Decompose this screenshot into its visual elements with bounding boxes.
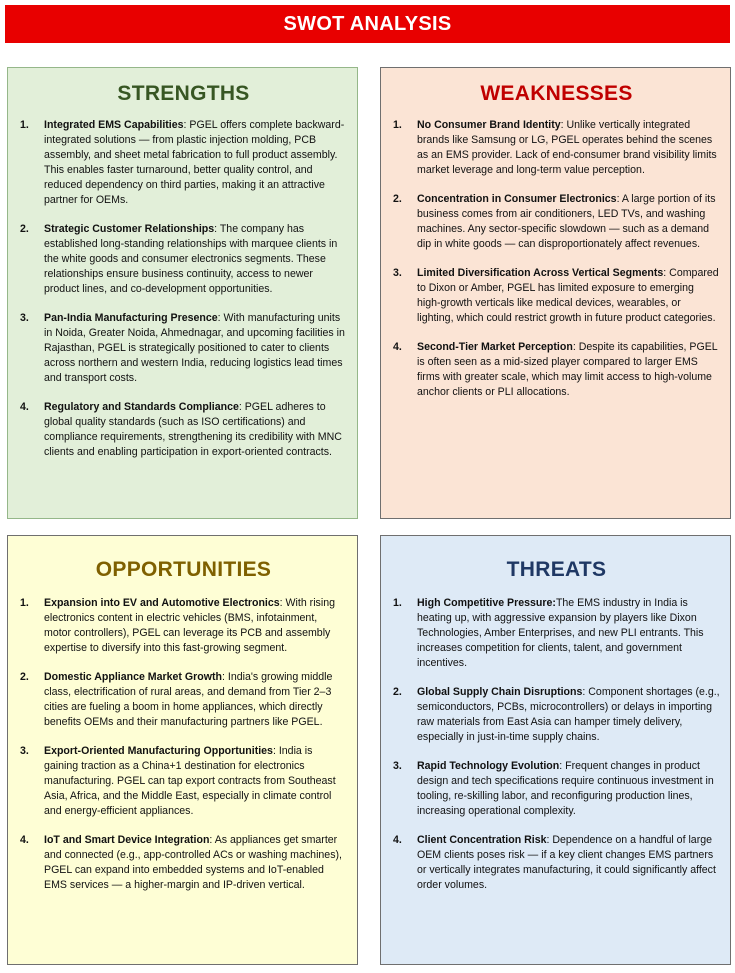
item-title: Rapid Technology Evolution xyxy=(417,760,560,772)
item-number: 4. xyxy=(20,834,29,846)
threat-item-1 xyxy=(393,596,720,671)
item-number: 1. xyxy=(20,597,29,609)
item-number: 1. xyxy=(393,119,402,131)
item-text: : Dependence on a handful of large OEM clients poses risk — if a key client changes EMS partners or vertically integrates manufacturing, it could significantly affect order volumes. xyxy=(417,834,716,891)
threats-heading: THREATS xyxy=(506,558,607,581)
item-text: : The company has established long-standing relationships with marquee clients in the white goods and consumer electronics segments. These relationships ensure business continuity, access to newer product lines, and co-development opportunities. xyxy=(44,223,338,295)
item-text: : With rising electronics content in electric vehicles (BMS, infotainment, motor controllers), PGEL can leverage its PCB and assembly expertise to diversify into this fast-growing segment. xyxy=(44,597,335,654)
threat-item-2 xyxy=(393,685,720,745)
item-title: High Competitive Pressure: xyxy=(417,597,556,609)
item-number: 4. xyxy=(20,401,29,413)
item-text: : Unlike vertically integrated brands like Samsung or LG, PGEL operates behind the scenes as an EMS provider. Lack of end-consumer brand visibility limits market leverage and long-term value perception. xyxy=(417,119,717,176)
opportunity-item-3 xyxy=(20,744,347,819)
weaknesses-list xyxy=(393,118,720,400)
threats-list xyxy=(393,596,720,893)
opportunities-heading: OPPORTUNITIES xyxy=(95,558,272,581)
strength-item-1 xyxy=(20,118,347,208)
item-title: IoT and Smart Device Integration xyxy=(44,834,210,846)
weaknesses-heading: WEAKNESSES xyxy=(480,82,633,105)
item-text: : Despite its capabilities, PGEL is often seen as a mid-sized player compared to larger EMS firms with greater scale, which may limit access to high-volume anchor clients or PLI allocations. xyxy=(417,341,718,398)
item-number: 3. xyxy=(20,745,29,757)
weakness-item-1 xyxy=(393,118,720,178)
opportunity-item-4 xyxy=(20,833,347,893)
item-number: 2. xyxy=(20,223,29,235)
item-number: 3. xyxy=(20,312,29,324)
weaknesses-panel xyxy=(380,67,731,519)
item-text: : PGEL adheres to global quality standards (such as ISO certifications) and compliance requirements, strengthening its credibility with MNC clients and enabling participation in export-oriented contracts. xyxy=(44,401,342,458)
item-title: Integrated EMS Capabilities xyxy=(44,119,184,131)
strengths-heading: STRENGTHS xyxy=(117,82,250,105)
item-number: 2. xyxy=(20,671,29,683)
item-text: : Frequent changes in product design and tech specifications require continuous investment in tooling, re-skilling labor, and reconfiguring production lines, increasing operational complexity. xyxy=(417,760,714,817)
item-title: Regulatory and Standards Compliance xyxy=(44,401,239,413)
item-title: Client Concentration Risk xyxy=(417,834,547,846)
strength-item-3 xyxy=(20,311,347,386)
item-number: 2. xyxy=(393,193,402,205)
opportunities-panel xyxy=(7,535,358,965)
opportunity-item-2 xyxy=(20,670,347,730)
item-text: The EMS industry in India is heating up, with aggressive expansion by players like Dixon Technologies, Amber Enterprises, and new PLI entrants. This increases competition for clients, talent, and government incentives. xyxy=(417,597,704,669)
weakness-item-2 xyxy=(393,192,720,252)
item-title: Strategic Customer Relationships xyxy=(44,223,215,235)
opportunity-item-1 xyxy=(20,596,347,656)
item-title: Global Supply Chain Disruptions xyxy=(417,686,583,698)
item-number: 3. xyxy=(393,267,402,279)
page-title: SWOT ANALYSIS xyxy=(5,5,730,43)
item-title: Export-Oriented Manufacturing Opportunities xyxy=(44,745,273,757)
weakness-item-4 xyxy=(393,340,720,400)
item-number: 3. xyxy=(393,760,402,772)
item-text: : With manufacturing units in Noida, Greater Noida, Ahmednagar, and upcoming facilities in Rajasthan, PGEL is strategically positioned to cater to clients across northern and western India, reducing logistics lead times and transport costs. xyxy=(44,312,345,384)
item-number: 1. xyxy=(393,597,402,609)
item-title: Second-Tier Market Perception xyxy=(417,341,573,353)
item-number: 4. xyxy=(393,834,402,846)
opportunities-list xyxy=(20,596,347,893)
item-title: Pan-India Manufacturing Presence xyxy=(44,312,218,324)
strength-item-4 xyxy=(20,400,347,460)
item-text: : Compared to Dixon or Amber, PGEL has limited exposure to emerging high-growth verticals like medical devices, wearables, or lighting, which could restrict growth in future product categories. xyxy=(417,267,719,324)
item-number: 2. xyxy=(393,686,402,698)
strengths-list xyxy=(20,118,347,460)
item-title: No Consumer Brand Identity xyxy=(417,119,561,131)
threat-item-4 xyxy=(393,833,720,893)
item-text: : India's growing middle class, electrification of rural areas, and demand from Tier 2–3 cities are fueling a boom in home appliances, which directly benefits OEMs and their manufacturing partners like PGEL. xyxy=(44,671,333,728)
weakness-item-3 xyxy=(393,266,720,326)
strengths-panel xyxy=(7,67,358,519)
item-text: : Component shortages (e.g., semiconductors, PCBs, microcontrollers) or delays in importing raw materials from East Asia can hamper timely delivery, especially in just-in-time supply chains. xyxy=(417,686,720,743)
item-title: Domestic Appliance Market Growth xyxy=(44,671,222,683)
item-text: : As appliances get smarter and connected (e.g., app-controlled ACs or washing machines), PGEL can expand into embedded systems and IoT-enabled EMS services — a higher-margin and IP-driven vertical. xyxy=(44,834,342,891)
item-number: 1. xyxy=(20,119,29,131)
threats-panel xyxy=(380,535,731,965)
item-text: : A large portion of its business comes from air conditioners, LED TVs, and washing machines. Any sector-specific slowdown — such as a demand dip in white goods — can disproportionately affect revenues. xyxy=(417,193,716,250)
item-title: Expansion into EV and Automotive Electronics xyxy=(44,597,280,609)
strength-item-2 xyxy=(20,222,347,297)
item-text: : PGEL offers complete backward-integrated solutions — from plastic injection molding, PCB assembly, and sheet metal fabrication to full product assembly. This enables faster turnaround, better quality control, and reduced dependency on third parties, making it an attractive partner for OEMs. xyxy=(44,119,345,206)
item-title: Concentration in Consumer Electronics xyxy=(417,193,617,205)
threat-item-3 xyxy=(393,759,720,819)
item-title: Limited Diversification Across Vertical Segments xyxy=(417,267,664,279)
item-number: 4. xyxy=(393,341,402,353)
item-text: : India is gaining traction as a China+1 destination for electronics manufacturing. PGEL can tap export contracts from Southeast Asia, Africa, and the Middle East, especially in climate control and energy-efficient appliances. xyxy=(44,745,336,817)
